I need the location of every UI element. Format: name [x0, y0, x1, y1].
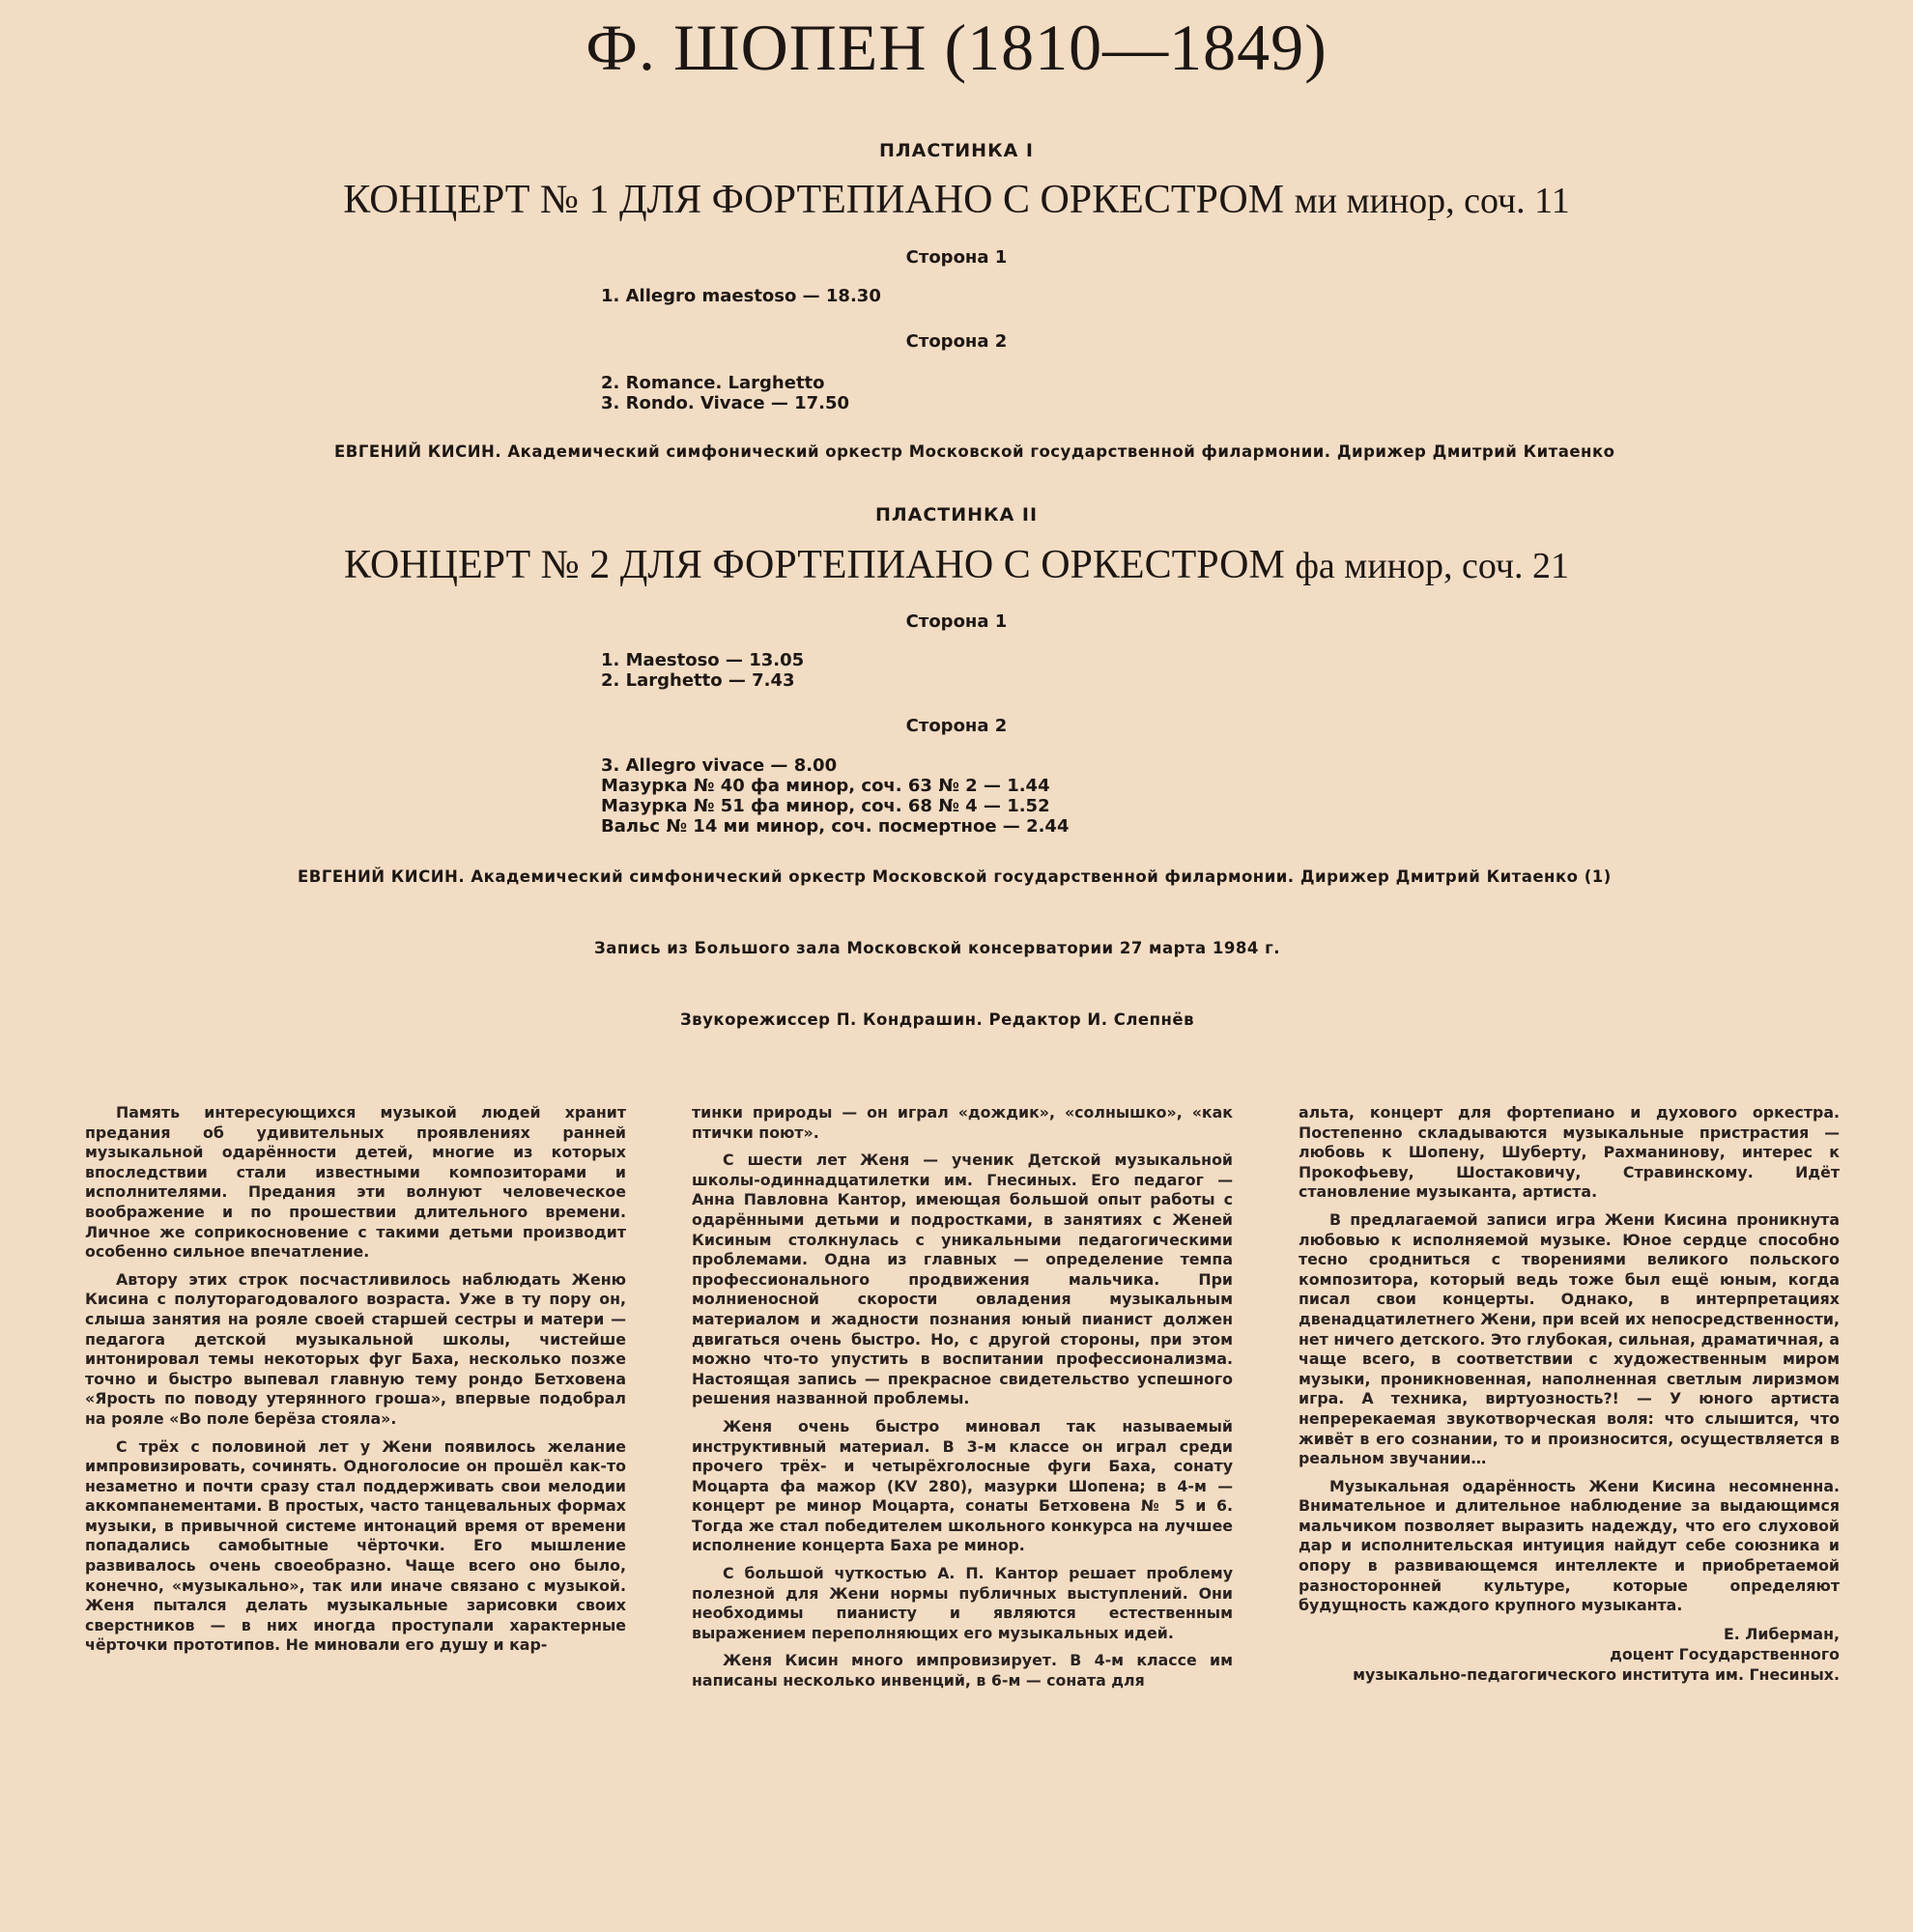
track-item: 3. Rondo. Vivace — 17.50: [601, 393, 850, 413]
conductor-name: Дмитрий Китаенко: [1432, 442, 1615, 461]
disc-1-side-2-label: Сторона 2: [905, 331, 1008, 352]
disc-2-concert-key: фа минор, соч. 21: [1295, 546, 1570, 586]
track-item: 2. Larghetto — 7.43: [601, 670, 795, 691]
orchestra-credit: Академический симфонический оркестр Московской государственной филармонии. Дирижер: [507, 442, 1427, 461]
article-paragraph: С большой чуткостью А. П. Кантор решает проблему полезной для Жени нормы публичных выступлений. Они необходимы пианисту и являются естественным выражением переполняющих его музыкальных идей.: [692, 1564, 1233, 1642]
track-item: Мазурка № 40 фа минор, соч. 63 № 2 — 1.44: [601, 776, 1050, 796]
article-column-3: [1299, 1103, 1840, 1685]
conductor-name: Дмитрий Китаенко (1): [1395, 867, 1612, 886]
disc-1-credit: [334, 442, 1614, 461]
disc-1-concert-key: ми минор, соч. 11: [1294, 181, 1570, 221]
disc-1-side-1-label: Сторона 1: [905, 247, 1008, 268]
article-column-2: [692, 1103, 1233, 1699]
disc-2-side-2-tracks: [601, 755, 1069, 837]
disc-1-side-2-tracks: [601, 373, 849, 413]
article-paragraph: альта, концерт для фортепиано и духового оркестра. Постепенно складываются музыкальные пристрастия — любовь к Шопену, Шуберту, Рахманинову, интерес к Прокофьеву, Шостаковичу, Стравинскому. Идёт становление музыканта, артиста.: [1299, 1103, 1840, 1202]
track-item: Вальс № 14 ми минор, соч. посмертное — 2.44: [601, 816, 1070, 837]
article-paragraph: С трёх с половиной лет у Жени появилось желание импровизировать, сочинять. Одноголосие он прошёл как-то незаметно и почти сразу стал поддерживать свои мелодии аккомпанементами. В простых, часто танцевальных формах музыки, в привычной системе интонаций время от времени попадались самобытные чёрточки. Его мышление развивалось очень своеобразно. Чаще всего оно было, конечно, «музыкально», так или иначе связано с музыкой. Женя пытался делать музыкальные зарисовки своих сверстников — в них иногда проступали характерные чёрточки прототипов. Не миновали его душу и кар-: [85, 1436, 626, 1655]
article-paragraph: Память интересующихся музыкой людей хранит предания об удивительных проявлениях ранней музыкальной одарённости детей, многие из которых впоследствии стали известными композиторами и исполнителями. Предания эти волнуют человеческое воображение и по прошествии длительного времени. Личное же соприкосновение с такими детьми производит особенно сильное впечатление.: [85, 1103, 626, 1262]
track-item: 3. Allegro vivace — 8.00: [601, 755, 838, 776]
article-paragraph: Автору этих строк посчастливилось наблюдать Женю Кисина с полуторагодовалого возраста. Уже в ту пору он, слыша занятия на рояле своей старшей сестры и матери — педагога детской музыкальной школы, чистейше интонировал темы некоторых фуг Баха, несколько позже точно и быстро выпевал главную тему рондо Бетховена «Ярость по поводу утерянного гроша», впервые подобрал на рояле «Во поле берёза стояла».: [85, 1269, 626, 1428]
disc-2-side-1-label: Сторона 1: [905, 611, 1008, 632]
main-title: Ф. ШОПЕН (1810—1849): [585, 11, 1328, 84]
performer-name: ЕВГЕНИЙ КИСИН.: [334, 442, 502, 461]
article-paragraph: Женя очень быстро миновал так называемый инструктивный материал. В 3-м классе он играл среди прочего трёх- и четырёхголосные фуги Баха, сонату Моцарта фа мажор (KV 280), мазурки Шопена; в 4-м — концерт ре минор Моцарта, сонаты Бетховена № 5 и 6. Тогда же стал победителем школьного конкурса на лучшее исполнение концерта Баха ре минор.: [692, 1416, 1233, 1555]
article-paragraph: В предлагаемой записи игра Жени Кисина проникнута любовью к исполняемой музыке. Юное сердце способно тесно сродниться с творениями великого польского композитора, который ведь тоже был ещё юным, когда писал свои концерты. Однако, в интерпретациях двенадцатилетнего Жени, при всей их непосредственности, нет ничего детского. Это глубокая, сильная, драматичная, а чаще всего, в соответствии с художественным миром музыки, проникновенная, наполненная светлым лиризмом игра. А техника, виртуозность?! — У юного артиста непререкаемая звукотворческая воля: что слышится, что живёт в его сознании, то и произносится, осуществляется в реальном звучании…: [1299, 1209, 1840, 1468]
author-institute: музыкально-педагогического института им. Гнесиных.: [1353, 1664, 1840, 1684]
disc-1-side-1-tracks: [601, 286, 881, 306]
recording-note: Запись из Большого зала Московской консерватории 27 марта 1984 г.: [594, 939, 1280, 957]
disc-2-concert-title: [0, 542, 1913, 588]
author-signature: [1299, 1624, 1840, 1685]
author-title: доцент Государственного: [1610, 1644, 1840, 1663]
article-paragraph: Женя Кисин много импровизирует. В 4-м классе им написаны несколько инвенций, в 6-м — соната для: [692, 1651, 1233, 1690]
disc-2-concert-name: КОНЦЕРТ № 2 ДЛЯ ФОРТЕПИАНО С ОРКЕСТРОМ: [343, 543, 1285, 587]
disc-2-label: ПЛАСТИНКА II: [874, 504, 1039, 526]
disc-1-label: ПЛАСТИНКА I: [878, 140, 1034, 161]
track-item: 2. Romance. Larghetto: [601, 373, 825, 393]
track-item: 1. Maestoso — 13.05: [601, 650, 805, 670]
article-column-1: [85, 1103, 626, 1663]
orchestra-credit: Академический симфонический оркестр Московской государственной филармонии. Дирижер: [471, 867, 1390, 886]
disc-1-concert-title: [0, 177, 1913, 223]
disc-1-concert-name: КОНЦЕРТ № 1 ДЛЯ ФОРТЕПИАНО С ОРКЕСТРОМ: [343, 178, 1285, 222]
disc-2-side-2-label: Сторона 2: [905, 716, 1008, 736]
disc-2-credit: [298, 867, 1612, 886]
track-item: 1. Allegro maestoso — 18.30: [601, 286, 881, 306]
article-paragraph: Музыкальная одарённость Жени Кисина несомненна. Внимательное и длительное наблюдение за выдающимся мальчиком позволяет выразить надежду, что его слуховой дар и исполнительская интуиция найдут себе союзника и опору в развивающемся интеллекте и приобретаемой разносторонней культуре, которые определяют будущность каждого крупного музыканта.: [1299, 1476, 1840, 1615]
author-name: Е. Либерман,: [1723, 1624, 1840, 1643]
performer-name: ЕВГЕНИЙ КИСИН.: [298, 867, 466, 886]
track-item: Мазурка № 51 фа минор, соч. 68 № 4 — 1.52: [601, 796, 1050, 816]
article-paragraph: тинки природы — он играл «дождик», «солнышко», «как птички поют».: [692, 1103, 1233, 1142]
engineer-note: Звукорежиссер П. Кондрашин. Редактор И. Слепнёв: [679, 1010, 1195, 1029]
article-paragraph: С шести лет Женя — ученик Детской музыкальной школы-одиннадцатилетки им. Гнесиных. Его педагог — Анна Павловна Кантор, имеющая большой опыт работы с одарёнными детьми и подростками, в занятиях с Женей Кисиным столкнулась с уникальными педагогическими проблемами. Одна из главных — определение темпа профессионального продвижения мальчика. При молниеносной скорости овладения музыкальным материалом и жадности познания юный пианист должен двигаться очень быстро. Но, с другой стороны, при этом можно что-то упустить в воспитании профессионализма. Настоящая запись — прекрасное свидетельство успешного решения названной проблемы.: [692, 1151, 1233, 1408]
disc-2-side-1-tracks: [601, 650, 804, 691]
